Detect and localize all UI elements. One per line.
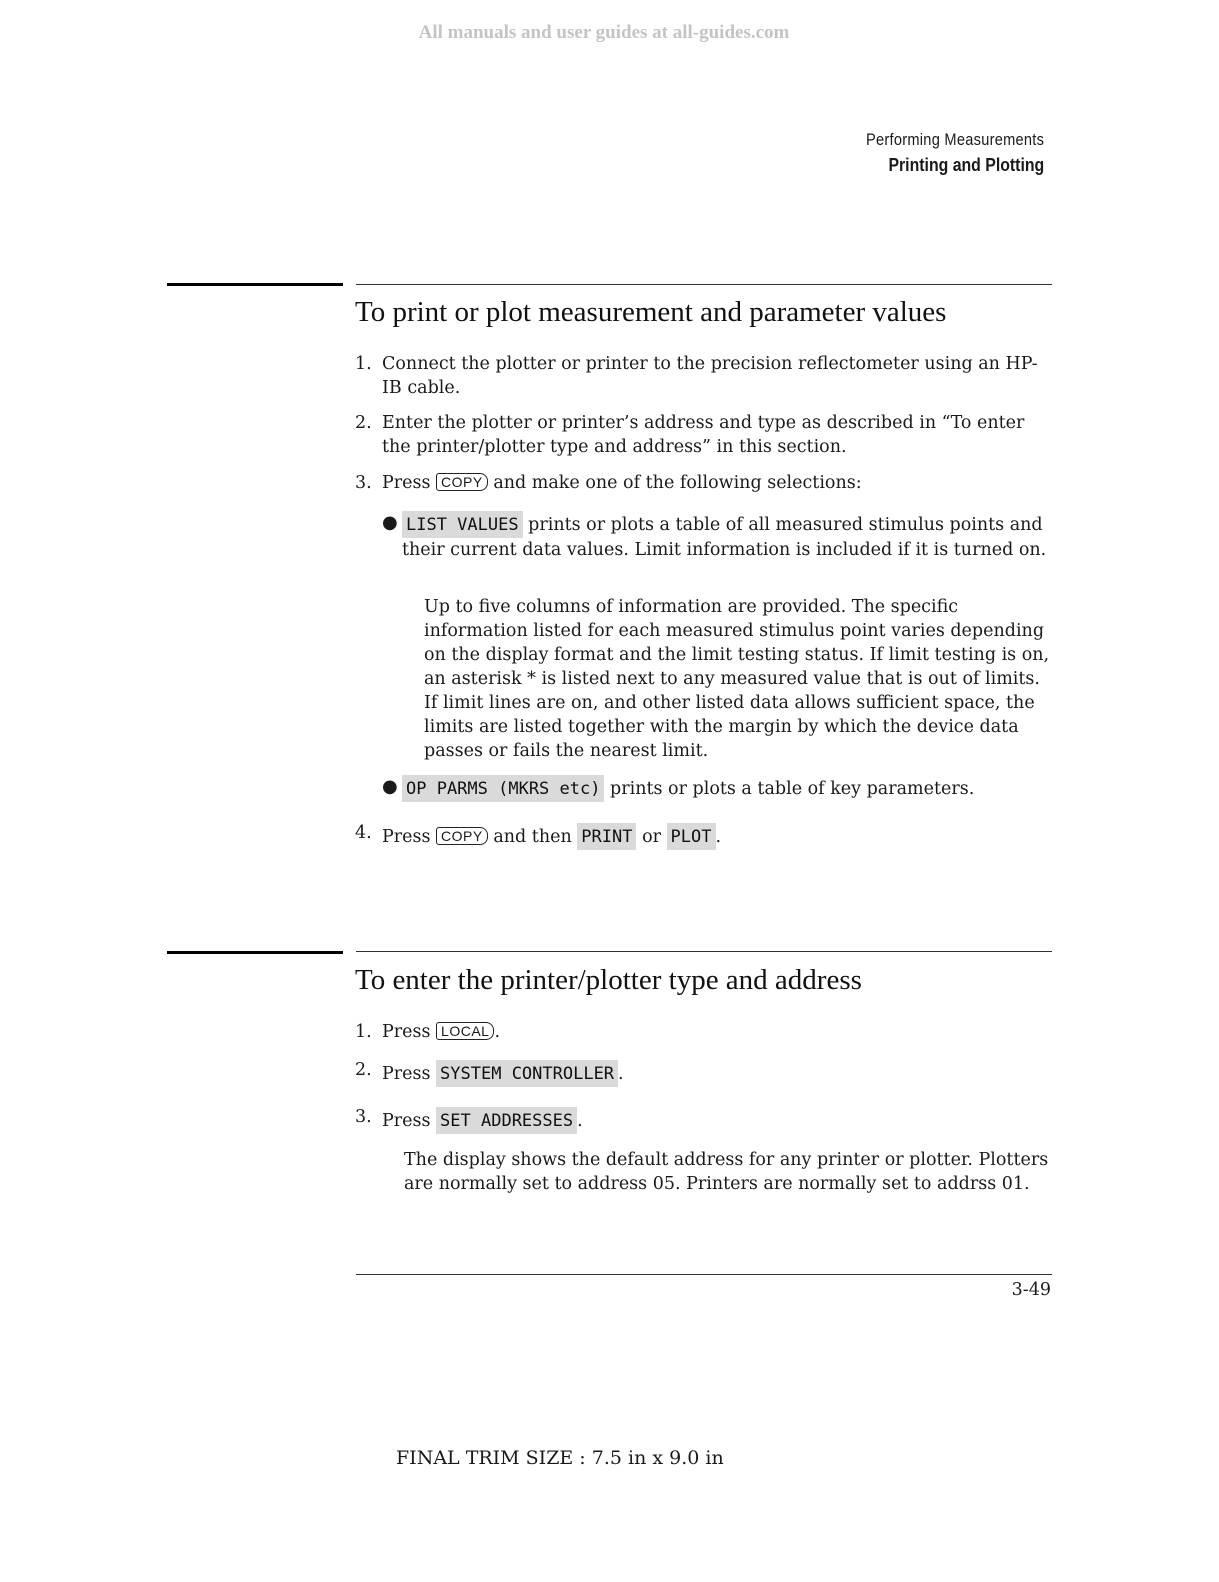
local-hardkey: LOCAL [436,1022,494,1040]
set-addresses-softkey: SET ADDRESSES [436,1107,577,1134]
step-item [355,1105,1055,1134]
step-number: 3. [355,1107,372,1127]
section-rule-thick [167,283,343,286]
step-text: and make one of the following selections: [493,473,862,493]
step-text: Press [382,1064,431,1084]
bullet-text: prints or plots a table of key parameters. [610,779,975,799]
step-text: Connect the plotter or printer to the precision reflectometer using an HP-IB cable. [382,354,1038,398]
step-text: . [618,1064,624,1084]
footer-rule [356,1274,1052,1275]
copy-hardkey: COPY [436,827,488,845]
watermark: All manuals and user guides at all-guides.com [418,22,790,43]
step-text: or [642,827,661,847]
step-item [355,1058,1055,1087]
step-text: Press [382,473,431,493]
op-parms-softkey: OP PARMS (MKRS etc) [402,775,604,802]
step-text: Press [382,1111,431,1131]
step-text: and then [493,827,572,847]
step-number: 2. [355,413,372,433]
step-text: Enter the plotter or printer’s address and type as described in “To enter the printer/plotter type and address” in this section. [382,413,1025,457]
note-paragraph: The display shows the default address for any printer or plotter. Plotters are normally set to address 05. Printers are normally set to addrss 01. [404,1150,1049,1194]
list-item [382,775,1052,802]
section-heading: To print or plot measurement and parameter values [355,296,947,328]
bullet-icon: ● [382,512,398,533]
list-values-softkey: LIST VALUES [402,511,523,538]
trim-size-note: FINAL TRIM SIZE : 7.5 in x 9.0 in [396,1447,724,1469]
section-rule-thin [356,284,1052,285]
section-heading: To enter the printer/plotter type and address [355,964,862,996]
section-rule-thick [167,951,343,954]
section-title: Printing and Plotting [888,155,1044,175]
step-number: 1. [355,1022,372,1042]
step-number: 2. [355,1060,372,1080]
chapter-title: Performing Measurements [865,130,1044,149]
step-number: 4. [355,823,372,843]
step-text: . [494,1022,501,1042]
print-softkey: PRINT [577,823,636,850]
step-item [355,821,1055,850]
step-text: . [715,827,722,847]
running-head [837,130,1044,176]
step-item [355,471,1055,495]
step-item [355,352,1055,400]
step-item [355,411,1055,459]
step-text: . [577,1111,583,1131]
step-number: 1. [355,354,372,374]
step-item [355,1020,1055,1044]
bullet-text: prints or plots a table of all measured stimulus points and their current data values. Limit information is included if it is turned on. [402,515,1047,560]
system-controller-softkey: SYSTEM CONTROLLER [436,1060,618,1087]
step-text: Press [382,827,431,847]
list-item [382,511,1052,562]
page-number: 3-49 [1011,1280,1051,1300]
copy-hardkey: COPY [436,473,488,491]
section-rule-thin [356,951,1052,952]
step-number: 3. [355,473,372,493]
detail-paragraph: Up to five columns of information are provided. The specific information listed for each measured stimulus point varies depending on the display format and the limit testing status. If limit testing is on, an asterisk * is listed next to any measured value that is out of limits. If limit lines are on, and other listed data allows sufficient space, the limits are listed together with the margin by which the device data passes or fails the nearest limit. [424,597,1050,761]
plot-softkey: PLOT [667,823,716,850]
bullet-icon: ● [382,776,398,797]
step-text: Press [382,1022,431,1042]
